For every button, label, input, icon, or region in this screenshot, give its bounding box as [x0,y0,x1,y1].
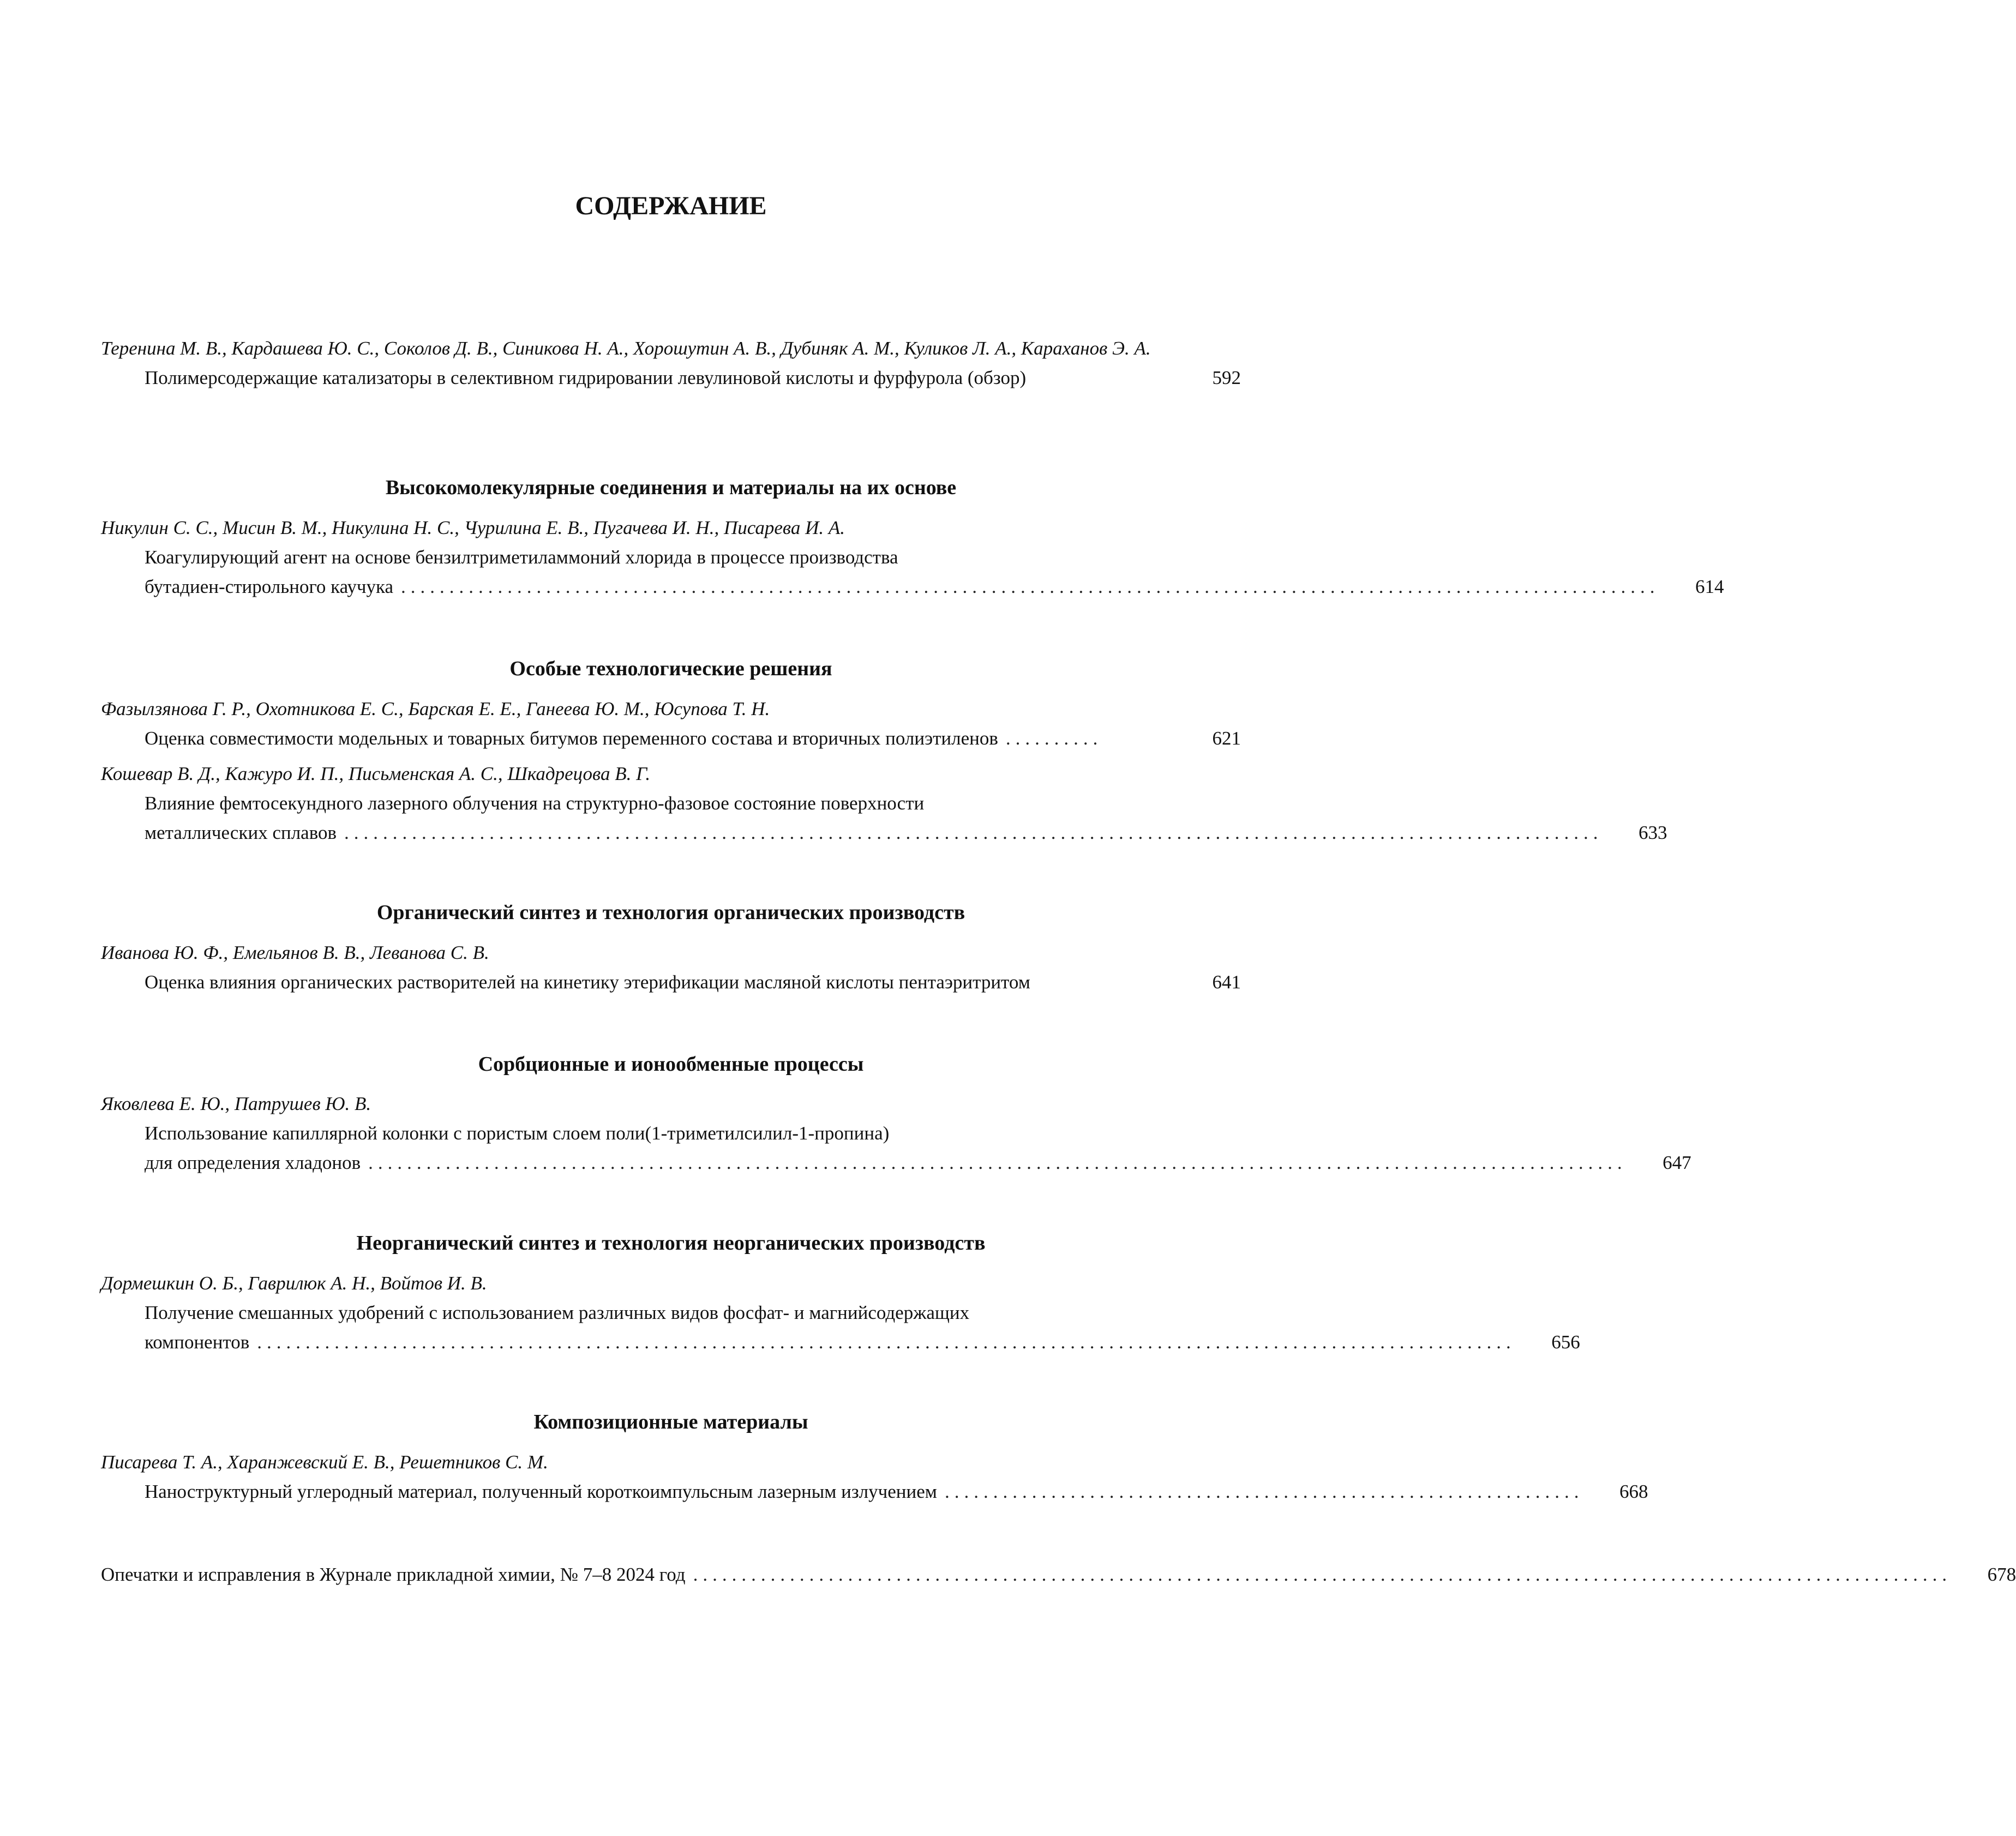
dot-leader: .................................................................................................................................. [368,1152,1627,1173]
entry-authors: Теренина М. В., Кардашева Ю. С., Соколов Д. В., Синикова Н. А., Хорошутин А. В., Дубиняк А. М., Куликов Л. А., Караханов Э. А. [101,338,1151,359]
entry-title-line [145,543,1241,572]
dot-leader: .................................................................................................................................. [257,1331,1516,1353]
section-heading: Композиционные материалы [533,1411,808,1433]
toc-entry [101,1448,1648,1507]
entry-title-line [145,1477,1648,1507]
entry-title: Оценка совместимости модельных и товарных битумов переменного состава и вторичных полиэтиленов [145,728,998,749]
entry-title-continued: компонентов [145,1331,250,1353]
entry-title-line [145,968,1241,997]
entry-title-line [145,572,1724,602]
dot-leader: .................................................................................................................................. [344,822,1603,843]
dot-leader: .................................................................. [944,1481,1584,1502]
entry-title: Получение смешанных удобрений с использованием различных видов фосфат- и магнийсодержащих [145,1302,970,1323]
entry-authors: Иванова Ю. Ф., Емельянов В. В., Леванова С. В. [101,942,489,963]
entry-title-continued: металлических сплавов [145,822,337,843]
section-heading: Особые технологические решения [509,657,832,680]
entry-page-number: 647 [1663,1152,1691,1173]
entry-title: Использование капиллярной колонки с пористым слоем поли(1-триметилсилил-1-пропина) [145,1123,890,1144]
toc-entry [101,1089,1691,1178]
entry-page-number: 614 [1695,576,1724,597]
errata-page-number: 678 [1987,1564,2016,1585]
errata-entry [101,1560,2016,1589]
dot-leader: .................................................................................................................................. [401,576,1660,597]
section-heading: Органический синтез и технология органических производств [376,901,965,924]
entry-title: Наноструктурный углеродный материал, полученный короткоимпульсным лазерным излучением [145,1481,937,1502]
toc-entry [101,938,1241,997]
entry-authors: Никулин С. С., Мисин В. М., Никулина Н. С., Чурилина Е. В., Пугачева И. Н., Писарева И. А. [101,517,845,538]
entry-title-line [145,724,1241,753]
entry-page-number: 592 [1212,367,1241,388]
toc-entry [101,1269,1580,1357]
entry-page-number: 621 [1212,728,1241,749]
entry-authors: Кошевар В. Д., Кажуро И. П., Письменская А. С., Шкадрецова В. Г. [101,763,651,784]
entry-authors: Писарева Т. А., Харанжевский Е. В., Решетников С. М. [101,1451,548,1473]
entry-title-line [145,1148,1691,1178]
toc-entry [101,513,1724,602]
entry-authors: Яковлева Е. Ю., Патрушев Ю. В. [101,1093,371,1114]
toc-entry [101,334,1241,393]
entry-title-line [145,818,1667,848]
entry-title: Полимерсодержащие катализаторы в селективном гидрировании левулиновой кислоты и фурфурола (обзор) [145,367,1027,388]
entry-title-line [145,789,1241,818]
toc-entry [101,694,1241,753]
entry-page-number: 633 [1639,822,1667,843]
dot-leader: .................................................................................................................................. [693,1564,1952,1585]
entry-title-line [145,1298,1241,1328]
entry-title-line [145,1119,1241,1148]
entry-title: Оценка влияния органических растворителей на кинетику этерификации масляной кислоты пентаэритритом [145,971,1030,993]
errata-line [101,1560,2016,1589]
section-heading: Сорбционные и ионообменные процессы [478,1053,864,1076]
entry-title-continued: для определения хладонов [145,1152,361,1173]
entry-page-number: 641 [1212,971,1241,993]
entry-title-line [145,1328,1580,1357]
entry-title: Влияние фемтосекундного лазерного облучения на структурно-фазовое состояние поверхности [145,793,925,814]
section-heading: Неорганический синтез и технология неорганических производств [356,1232,986,1255]
entry-title: Коагулирующий агент на основе бензилтриметиламмоний хлорида в процессе производства [145,547,898,568]
dot-leader: .......... [1005,728,1103,749]
page-title: СОДЕРЖАНИЕ [575,191,767,220]
entry-page-number: 668 [1619,1481,1648,1502]
toc-page [101,0,2016,1836]
errata-text: Опечатки и исправления в Журнале прикладной химии, № 7–8 2024 год [101,1564,686,1585]
section-heading: Высокомолекулярные соединения и материалы на их основе [385,476,957,499]
entry-page-number: 656 [1551,1331,1580,1353]
entry-title-continued: бутадиен-стирольного каучука [145,576,394,597]
toc-entry [101,759,1667,848]
entry-authors: Дормешкин О. Б., Гаврилюк А. Н., Войтов И. В. [101,1273,487,1294]
entry-authors: Фазылзянова Г. Р., Охотникова Е. С., Барская Е. Е., Ганеева Ю. М., Юсупова Т. Н. [101,698,770,719]
entry-title-line [145,363,1241,393]
